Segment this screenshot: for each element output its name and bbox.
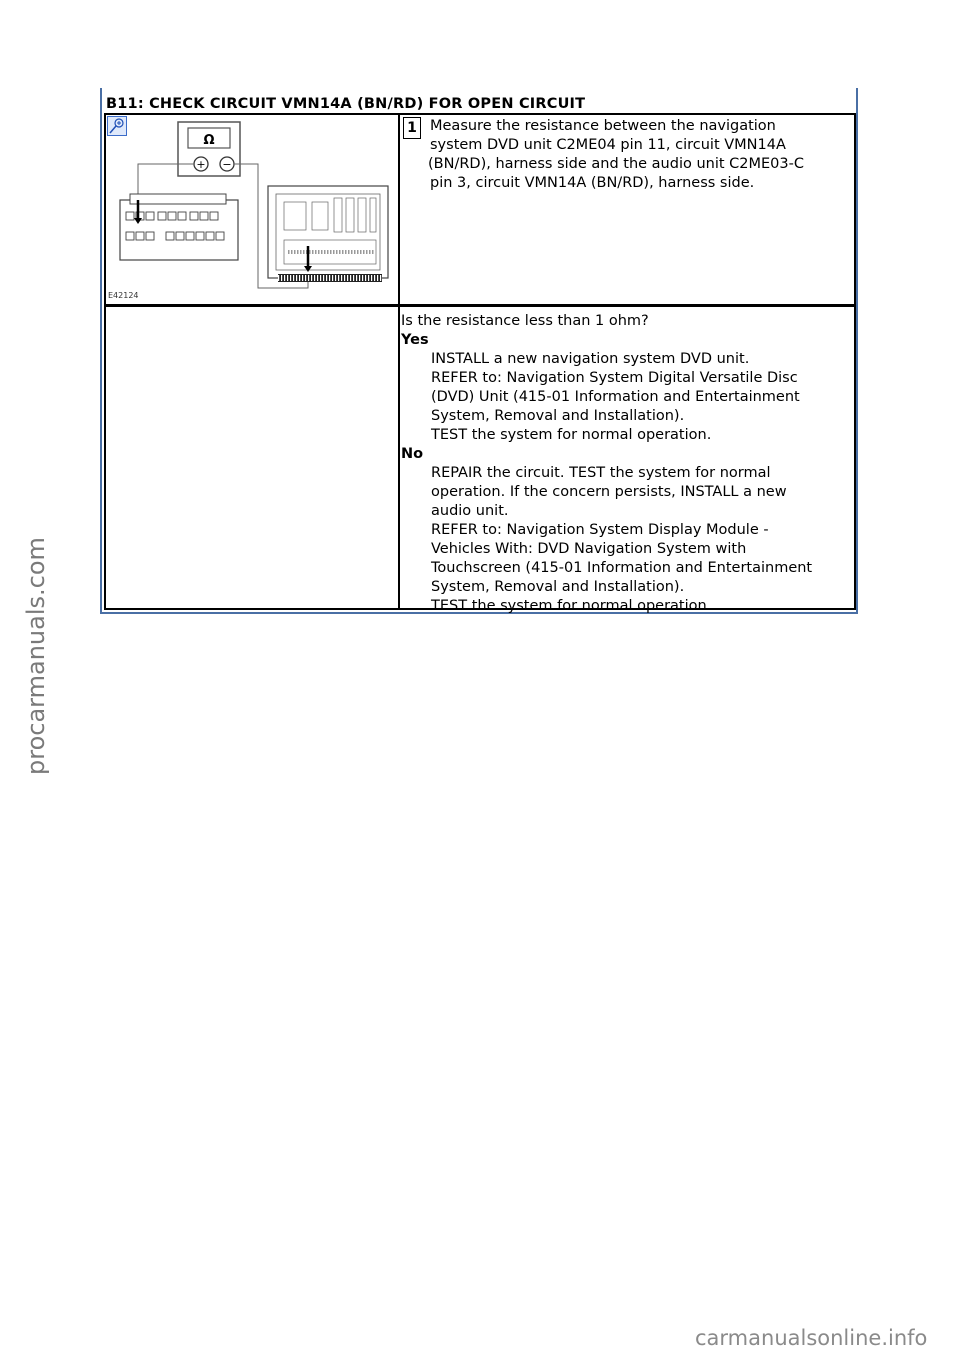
yes-line: INSTALL a new navigation system DVD unit. xyxy=(431,351,750,367)
result-section xyxy=(401,312,853,616)
meter-minus-symbol: − xyxy=(222,158,232,171)
no-line: Touchscreen (415-01 Information and Entertainment xyxy=(431,560,813,576)
result-question: Is the resistance less than 1 ohm? xyxy=(401,313,649,329)
instruction-line: Measure the resistance between the navigation xyxy=(430,118,776,134)
connector-diagram xyxy=(108,116,396,302)
ohm-symbol: Ω xyxy=(203,133,215,148)
meter-plus-symbol: + xyxy=(196,158,206,171)
yes-line: (DVD) Unit (415-01 Information and Entertainment xyxy=(431,389,800,405)
yes-label: Yes xyxy=(401,332,429,348)
no-line: REFER to: Navigation System Display Module - xyxy=(431,522,769,538)
figure-id: E42124 xyxy=(108,291,139,300)
instruction-line: pin 3, circuit VMN14A (BN/RD), harness side. xyxy=(430,175,755,191)
no-line: REPAIR the circuit. TEST the system for normal xyxy=(431,465,771,481)
no-line: operation. If the concern persists, INSTALL a new xyxy=(431,484,787,500)
yes-line: REFER to: Navigation System Digital Versatile Disc xyxy=(431,370,798,386)
watermark-left: procarmanuals.com xyxy=(22,537,50,775)
table-divider-vertical xyxy=(398,113,400,610)
no-line: TEST the system for normal operation. xyxy=(431,598,712,614)
step-title: B11: CHECK CIRCUIT VMN14A (BN/RD) FOR OPEN CIRCUIT xyxy=(106,96,586,112)
yes-line: TEST the system for normal operation. xyxy=(431,427,712,443)
instruction-line: (BN/RD), harness side and the audio unit C2ME03-C xyxy=(428,156,804,172)
watermark-bottom: carmanualsonline.info xyxy=(695,1326,928,1350)
yes-line: System, Removal and Installation). xyxy=(431,408,685,424)
table-divider-horizontal xyxy=(104,304,856,307)
no-line: audio unit. xyxy=(431,503,509,519)
no-line: Vehicles With: DVD Navigation System with xyxy=(431,541,747,557)
no-label: No xyxy=(401,446,424,462)
step-instruction xyxy=(430,117,850,193)
zoom-icon[interactable] xyxy=(107,116,127,136)
no-line: System, Removal and Installation). xyxy=(431,579,685,595)
instruction-line: system DVD unit C2ME04 pin 11, circuit VMN14A xyxy=(430,137,786,153)
step-number: 1 xyxy=(403,117,421,139)
